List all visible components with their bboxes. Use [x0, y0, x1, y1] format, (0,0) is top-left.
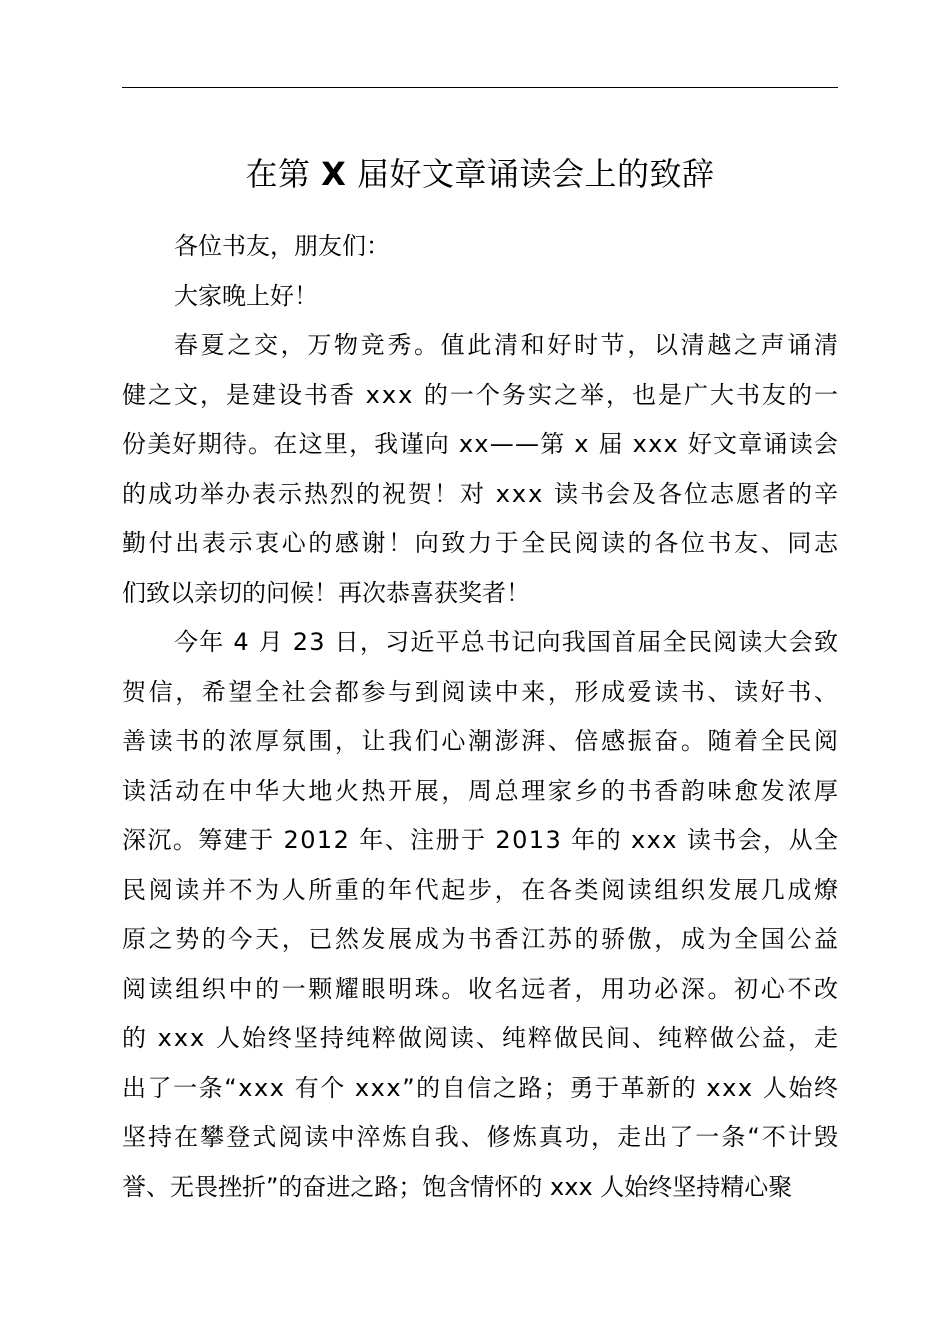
- paragraph-line: 读活动在中华大地火热开展，周总理家乡的书香韵味愈发浓厚: [122, 776, 841, 805]
- paragraph-line: 善读书的浓厚氛围，让我们心潮澎湃、倍感振奋。随着全民阅: [122, 727, 841, 755]
- paragraph-line: 健之文，是建设书香 xxx 的一个务实之举，也是广大书友的一: [122, 380, 840, 409]
- document-body: [122, 222, 841, 1212]
- paragraph-line: 坚持在攀登式阅读中淬炼自我、修炼真功，走出了一条“不计毁: [122, 1123, 841, 1151]
- paragraph-line: 阅读组织中的一颗耀眼明珠。收名远者，用功必深。初心不改: [122, 974, 841, 1003]
- paragraph-line: 勤付出表示衷心的感谢！向致力于全民阅读的各位书友、同志: [122, 529, 841, 557]
- paragraph-line: 誉、无畏挫折”的奋进之路；饱含情怀的 xxx 人始终坚持精心聚: [122, 1172, 793, 1201]
- title-suffix: 届好文章诵读会上的致辞: [357, 155, 715, 193]
- paragraph-line: 原之势的今天，已然发展成为书香江苏的骄傲，成为全国公益: [122, 925, 841, 953]
- paragraph-line: 出了一条“xxx 有个 xxx”的自信之路；勇于革新的 xxx 人始终: [122, 1073, 840, 1102]
- document-title: [122, 146, 838, 202]
- paragraph-2: [122, 618, 841, 1212]
- paragraph-line: 民阅读并不为人所重的年代起步，在各类阅读组织发展几成燎: [122, 875, 841, 904]
- paragraph-line: 的 xxx 人始终坚持纯粹做阅读、纯粹做民间、纯粹做公益，走: [122, 1024, 840, 1052]
- greeting: 大家晚上好！: [174, 281, 318, 310]
- title-number-mark: X: [321, 155, 347, 193]
- header-rule: [122, 87, 838, 88]
- paragraph-line: 份美好期待。在这里，我谨向 xx——第 x 届 xxx 好文章诵读会: [122, 430, 840, 458]
- paragraph-line: 今年 4 月 23 日，习近平总书记向我国首届全民阅读大会致: [174, 628, 840, 656]
- paragraph-1: [122, 321, 841, 618]
- paragraph-line: 的成功举办表示热烈的祝贺！对 xxx 读书会及各位志愿者的辛: [122, 479, 840, 508]
- paragraph-line: 们致以亲切的问候！再次恭喜获奖者！: [122, 578, 530, 607]
- title-prefix: 在第: [245, 155, 311, 193]
- paragraph-line: 春夏之交，万物竞秀。值此清和好时节，以清越之声诵清: [174, 331, 841, 359]
- salutation: 各位书友，朋友们：: [174, 232, 390, 260]
- paragraph-line: 贺信，希望全社会都参与到阅读中来，形成爱读书、读好书、: [122, 677, 841, 706]
- paragraph-line: 深沉。筹建于 2012 年、注册于 2013 年的 xxx 读书会，从全: [122, 826, 840, 854]
